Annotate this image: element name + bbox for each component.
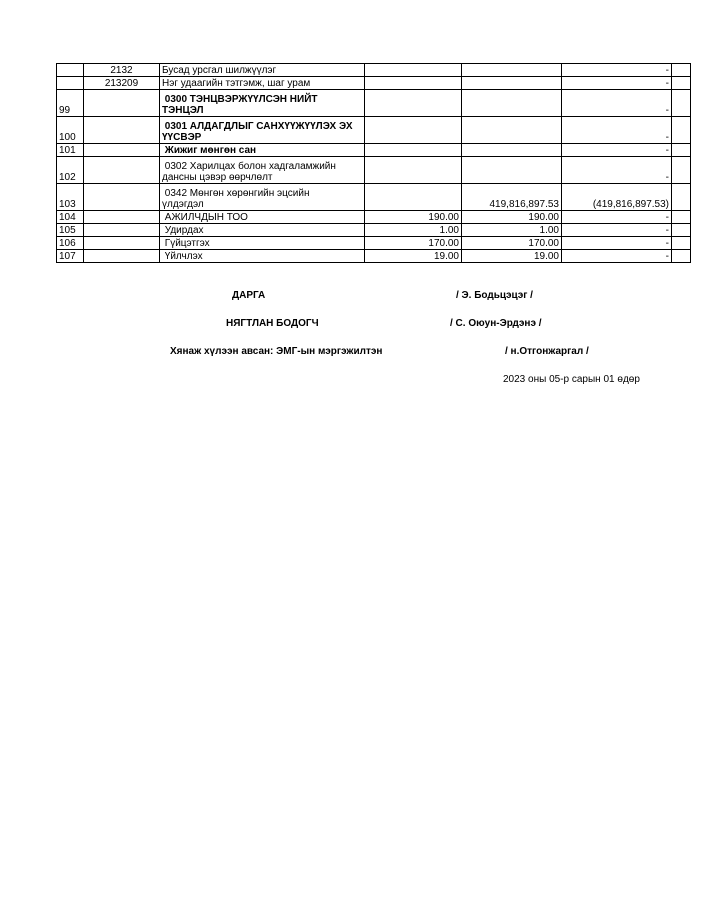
difference-cell: - [562, 90, 672, 117]
amount-2-cell [462, 90, 562, 117]
table-row [57, 157, 691, 184]
description-line: ҮҮСВЭР [162, 132, 202, 143]
table-row [57, 184, 691, 211]
amount-1-cell [365, 77, 462, 90]
description-line: Үйлчлэх [162, 251, 203, 262]
report-date: 2023 оны 05-р сарын 01 өдөр [503, 374, 640, 385]
row-number-cell: 104 [57, 211, 84, 224]
table-row [57, 250, 691, 263]
reviewer-title: Хянаж хүлээн авсан: ЭМГ-ын мэргэжилтэн [170, 346, 383, 357]
description-line: 0301 АЛДАГДЛЫГ САНХҮҮЖҮҮЛЭХ ЭХ [162, 121, 353, 132]
amount-1-cell [365, 144, 462, 157]
difference-cell: - [562, 77, 672, 90]
table-row [57, 117, 691, 144]
description-line: 0342 Мөнгөн хөрөнгийн эцсийн [162, 188, 310, 199]
description-line: 0300 ТЭНЦВЭРЖҮҮЛСЭН НИЙТ [162, 94, 318, 105]
account-code-cell: 2132 [84, 64, 160, 77]
accountant-name: / С. Оюун-Эрдэнэ / [450, 318, 542, 329]
reviewer-name: / н.Отгонжаргал / [505, 346, 589, 357]
description-cell [160, 77, 365, 90]
description-line: ТЭНЦЭЛ [162, 105, 204, 116]
description-cell [160, 144, 365, 157]
row-number-cell: 100 [57, 117, 84, 144]
difference-cell: - [562, 250, 672, 263]
amount-1-cell: 190.00 [365, 211, 462, 224]
description-line: АЖИЛЧДЫН ТОО [162, 212, 248, 223]
empty-cell [672, 144, 691, 157]
description-cell [160, 184, 365, 211]
amount-1-cell [365, 90, 462, 117]
table-row [57, 224, 691, 237]
amount-1-cell: 19.00 [365, 250, 462, 263]
description-line: үлдэгдэл [162, 199, 204, 210]
difference-cell: - [562, 224, 672, 237]
amount-2-cell: 170.00 [462, 237, 562, 250]
difference-cell: - [562, 117, 672, 144]
table-row [57, 77, 691, 90]
amount-2-cell [462, 157, 562, 184]
description-cell [160, 224, 365, 237]
difference-cell: - [562, 237, 672, 250]
description-cell [160, 250, 365, 263]
amount-1-cell: 1.00 [365, 224, 462, 237]
description-line: Бусад урсгал шилжүүлэг [162, 65, 277, 76]
empty-cell [672, 250, 691, 263]
table-row [57, 64, 691, 77]
director-name: / Э. Бодьцэцэг / [456, 290, 533, 301]
amount-2-cell [462, 144, 562, 157]
account-code-cell [84, 157, 160, 184]
row-number-cell [57, 77, 84, 90]
account-code-cell [84, 237, 160, 250]
account-code-cell [84, 211, 160, 224]
amount-1-cell [365, 184, 462, 211]
row-number-cell: 102 [57, 157, 84, 184]
account-code-cell [84, 224, 160, 237]
account-code-cell [84, 117, 160, 144]
director-title: ДАРГА [232, 290, 266, 301]
empty-cell [672, 184, 691, 211]
difference-cell: - [562, 144, 672, 157]
difference-cell: - [562, 64, 672, 77]
row-number-cell [57, 64, 84, 77]
description-cell [160, 64, 365, 77]
empty-cell [672, 64, 691, 77]
account-code-cell [84, 144, 160, 157]
empty-cell [672, 90, 691, 117]
description-cell [160, 90, 365, 117]
accountant-title: НЯГТЛАН БОДОГЧ [226, 318, 319, 329]
description-cell [160, 211, 365, 224]
table-row [57, 90, 691, 117]
amount-2-cell [462, 77, 562, 90]
empty-cell [672, 117, 691, 144]
amount-1-cell: 170.00 [365, 237, 462, 250]
description-line: 0302 Харилцах болон хадгаламжийн [162, 161, 336, 172]
row-number-cell: 107 [57, 250, 84, 263]
empty-cell [672, 157, 691, 184]
account-code-cell: 213209 [84, 77, 160, 90]
row-number-cell: 99 [57, 90, 84, 117]
row-number-cell: 103 [57, 184, 84, 211]
amount-2-cell [462, 64, 562, 77]
account-code-cell [84, 90, 160, 117]
description-cell [160, 237, 365, 250]
description-line: Жижиг мөнгөн сан [162, 145, 257, 156]
budget-table [56, 63, 691, 263]
account-code-cell [84, 184, 160, 211]
amount-1-cell [365, 117, 462, 144]
account-code-cell [84, 250, 160, 263]
difference-cell: - [562, 157, 672, 184]
amount-2-cell: 1.00 [462, 224, 562, 237]
empty-cell [672, 77, 691, 90]
description-line: дансны цэвэр өөрчлөлт [162, 172, 273, 183]
empty-cell [672, 237, 691, 250]
amount-2-cell: 419,816,897.53 [462, 184, 562, 211]
table-row [57, 144, 691, 157]
table-row [57, 237, 691, 250]
description-line: Гүйцэтгэх [162, 238, 210, 249]
description-line: Нэг удаагийн тэтгэмж, шаг урам [162, 78, 311, 89]
amount-2-cell: 190.00 [462, 211, 562, 224]
amount-2-cell: 19.00 [462, 250, 562, 263]
table-row [57, 211, 691, 224]
row-number-cell: 101 [57, 144, 84, 157]
row-number-cell: 105 [57, 224, 84, 237]
row-number-cell: 106 [57, 237, 84, 250]
difference-cell: - [562, 211, 672, 224]
description-cell [160, 157, 365, 184]
difference-cell: (419,816,897.53) [562, 184, 672, 211]
description-line: Удирдах [162, 225, 204, 236]
amount-1-cell [365, 157, 462, 184]
empty-cell [672, 224, 691, 237]
amount-2-cell [462, 117, 562, 144]
empty-cell [672, 211, 691, 224]
amount-1-cell [365, 64, 462, 77]
description-cell [160, 117, 365, 144]
